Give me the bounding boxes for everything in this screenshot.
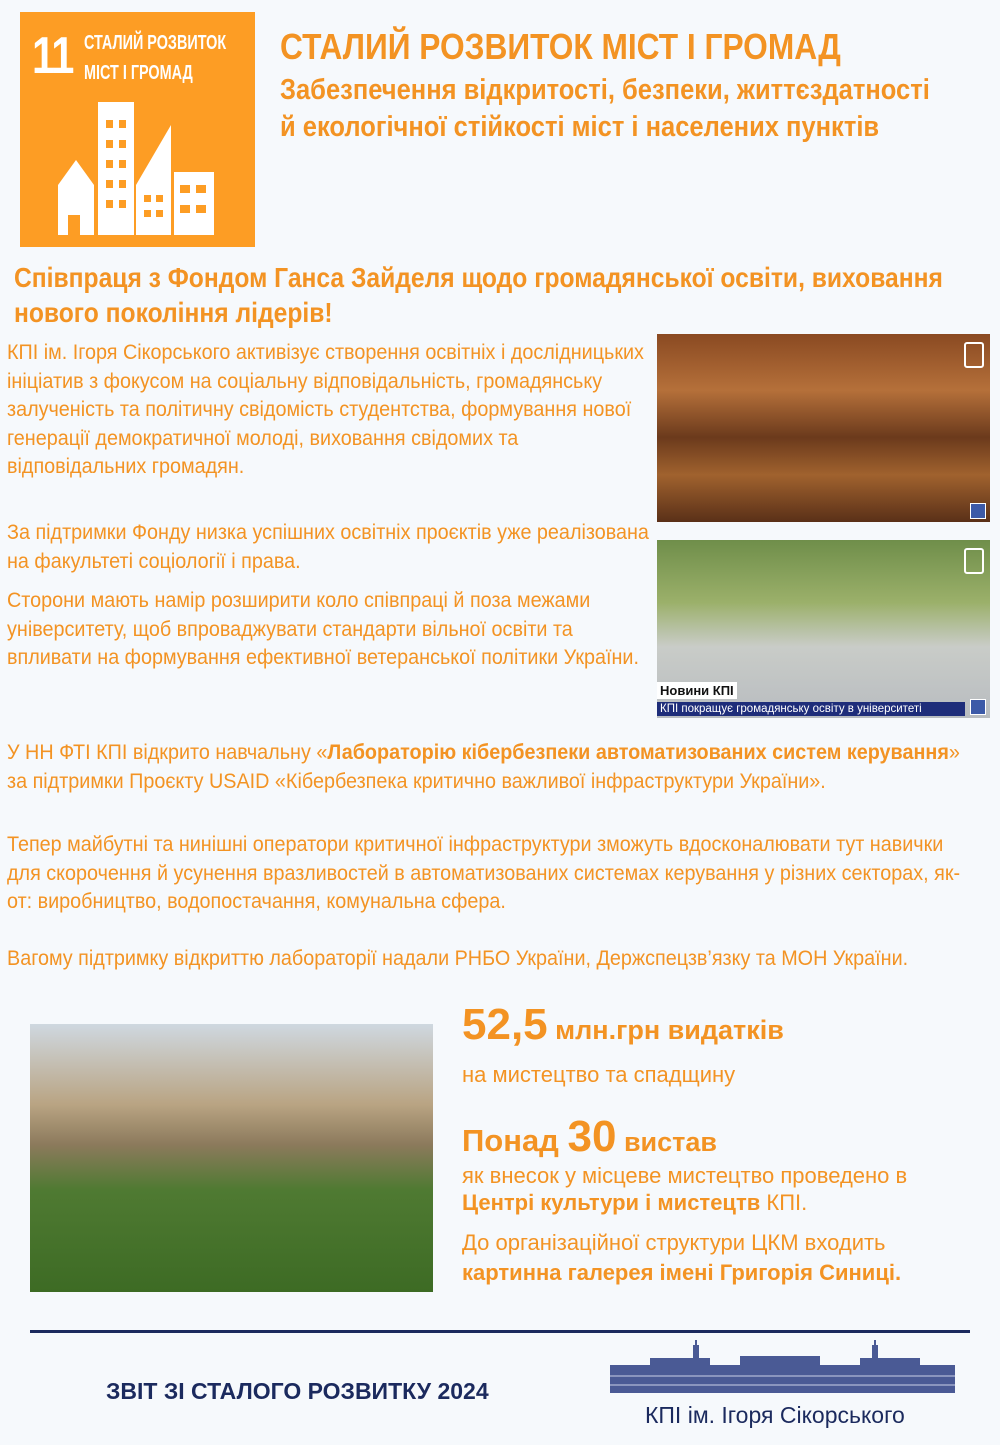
paragraph: Вагому підтримку відкриттю лабораторії надали РНБО України, Держспецзв’язку та МОН України.: [7, 946, 909, 970]
stat-prefix: Понад: [462, 1123, 568, 1158]
campus-students-photo: [657, 540, 990, 718]
channel-badge-icon: [970, 699, 986, 715]
gallery-name: картинна галерея імені Григорія Синиці.: [462, 1260, 902, 1285]
news-tag: Новини КПІ: [657, 682, 737, 699]
sdg-11-badge: [20, 12, 255, 247]
paragraph: Тепер майбутні та нинішні оператори критичної інфраструктури зможуть вдосконалювати тут навички для скорочення й усунення вразливостей в автоматизованих системах керування у різних секторах, як-от: виробництво, водопостачання, комунальна сфера.: [7, 832, 961, 913]
university-name: КПІ ім. Ігоря Сікорського: [645, 1402, 905, 1428]
sdg-label: [84, 28, 226, 88]
stat-unit: млн.грн видатків: [547, 1015, 784, 1045]
report-title: ЗВІТ ЗІ СТАЛОГО РОЗВИТКУ 2024: [106, 1378, 489, 1404]
stat-description: [462, 1162, 982, 1216]
text: КПІ.: [760, 1190, 808, 1215]
kpi-logo-icon: [964, 342, 984, 368]
city-buildings-icon: [56, 100, 241, 235]
stat-performances: [462, 1112, 717, 1162]
section-heading: Співпраця з Фондом Ганса Зайделя щодо громадянської освіти, виховання нового покоління лідерів!: [14, 262, 943, 328]
footer-divider: [30, 1330, 970, 1333]
kpi-logo-icon: [964, 548, 984, 574]
gallery-note: [462, 1228, 982, 1288]
lecture-hall-photo: [657, 334, 990, 522]
text: » за підтримки Проєкту USAID «Кібербезпека критично важливої інфраструктури України».: [7, 740, 960, 793]
stat-value: 52,5: [462, 1000, 548, 1049]
paragraph: За підтримки Фонду низка успішних освітніх проєктів уже реалізована на факультеті соціології і права.: [7, 520, 649, 573]
news-caption: КПІ покращує громадянську освіту в університеті: [657, 702, 965, 716]
channel-badge-icon: [970, 503, 986, 519]
text: У НН ФТІ КПІ відкрито навчальну «: [7, 740, 328, 764]
page-title: СТАЛИЙ РОЗВИТОК МІСТ І ГРОМАД: [280, 26, 841, 67]
paragraph: КПІ ім. Ігоря Сікорського активізує створення освітніх і дослідницьких ініціатив з фокусом на соціальну відповідальність, громадянську залученість та політичну свідомість студентства, формування нової генерації демократичної молоді, виховання свідомих та відповідальних громадян.: [7, 340, 644, 478]
stat-spending: [462, 1000, 784, 1050]
paragraph: Сторони мають намір розширити коло співпраці й поза межами університету, щоб впроваджувати стандарти вільної освіти та впливати на формування ефективної ветеранської політики України.: [7, 588, 639, 669]
culture-center: Центрі культури і мистецтв: [462, 1190, 761, 1215]
sdg-label-line1: СТАЛИЙ РОЗВИТОК: [84, 32, 227, 54]
lab-name: Лабораторію кібербезпеки автоматизованих систем керування: [327, 740, 949, 764]
stat-value: 30: [567, 1112, 617, 1161]
page-subtitle: Забезпечення відкритості, безпеки, життєздатності й екологічної стійкості міст і населених пунктів: [280, 74, 930, 143]
sdg-number: 11: [32, 27, 73, 85]
stat-unit: вистав: [616, 1127, 717, 1157]
text: До організаційної структури ЦКМ входить: [462, 1230, 886, 1255]
text: як внесок у місцеве мистецтво проведено в: [462, 1163, 908, 1188]
stat-description: на мистецтво та спадщину: [462, 1062, 736, 1087]
kpi-building-icon: [610, 1340, 955, 1395]
paragraph: [7, 738, 982, 795]
dancers-photo: [30, 1024, 433, 1292]
sdg-label-line2: МІСТ І ГРОМАД: [84, 62, 193, 84]
